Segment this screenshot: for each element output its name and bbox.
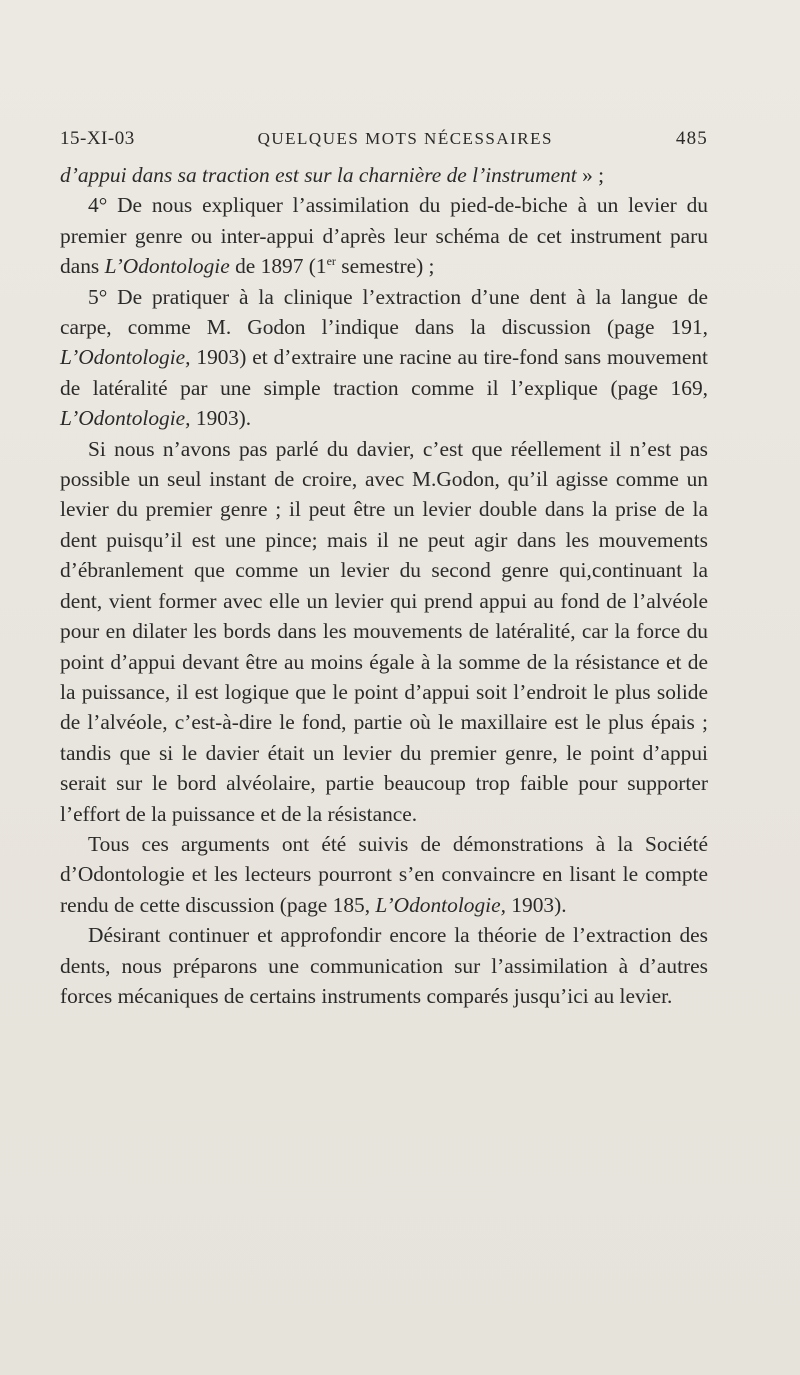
paragraph-2-text-b: de 1897 (1 bbox=[229, 254, 327, 279]
paragraph-1 bbox=[60, 160, 708, 190]
body-text bbox=[60, 160, 708, 1011]
paragraph-5-text-a: Tous ces arguments ont été suivis de démonstrations à la Société d’Odontologie et les lecteurs pourront s’en convaincre en lisant le compte rendu de cette discussion (page 185, bbox=[60, 831, 708, 917]
journal-title: L’Odontologie, bbox=[60, 406, 191, 431]
paragraph-3-text-a: 5° De pratiquer à la clinique l’extraction d’une dent à la langue de carpe, comme M. Godon l’indique dans la discussion (page 191, bbox=[60, 284, 708, 340]
header-date: 15-XI-03 bbox=[60, 128, 135, 149]
paragraph-5 bbox=[60, 829, 708, 920]
paragraph-1-italic: d’appui dans sa traction est sur la charnière de l’instrument bbox=[60, 163, 577, 187]
page-number: 485 bbox=[675, 128, 708, 149]
paragraph-5-text-b: 1903). bbox=[505, 892, 567, 917]
paragraph-4: Si nous n’avons pas parlé du davier, c’est que réellement il n’est pas possible un seul instant de croire, avec M.Godon, qu’il agisse comme un levier du premier genre ; il peut être un levier double dans la prise de la dent puisqu’il est une pince; mais il ne peut agir dans les mouvements d’ébranlement que comme un levier du second genre qui,continuant la dent, vient former avec elle un levier qui prend appui au fond de l’alvéole pour en dilater les bords dans les mouvements de latéralité, car la force du point d’appui devant être au moins égale à la somme de la résistance et de la puissance, il est logique que le point d’appui soit l’endroit le plus solide de l’alvéole, c’est-à-dire le fond, partie où le maxillaire est le plus épais ; tandis que si le davier était un levier du premier genre, le point d’appui serait sur le bord alvéolaire, partie beaucoup trop faible pour supporter l’effort de la puissance et de la résistance. bbox=[60, 436, 708, 826]
running-title: QUELQUES MOTS NÉCESSAIRES bbox=[257, 129, 553, 148]
paragraph-2-text-a: 4° De nous expliquer l’assimilation du pied-de-biche à un levier du premier genre ou inter-appui d’après leur schéma de cet instrument paru dans bbox=[60, 193, 708, 279]
journal-title: L’Odontologie, bbox=[375, 892, 506, 917]
paragraph-3-text-b: 1903) et d’extraire une racine au tire-fond sans mouvement de latéralité par une simple traction comme il l’explique (page 169, bbox=[60, 345, 708, 400]
superscript: er bbox=[326, 254, 336, 269]
paragraph-3 bbox=[60, 282, 708, 434]
journal-title: L’Odontologie, bbox=[60, 345, 191, 370]
journal-title: L’Odontologie bbox=[104, 254, 230, 279]
paragraph-2 bbox=[60, 190, 708, 281]
paragraph-1-tail: » ; bbox=[576, 163, 605, 187]
paragraph-3-text-c: 1903). bbox=[190, 406, 252, 431]
paragraph-2-text-c: semestre) ; bbox=[335, 254, 435, 279]
running-header bbox=[60, 128, 708, 150]
paragraph-6: Désirant continuer et approfondir encore la théorie de l’extraction des dents, nous préparons une communication sur l’assimilation à d’autres forces mécaniques de certains instruments comparés jusqu’ici au levier. bbox=[60, 923, 708, 1008]
